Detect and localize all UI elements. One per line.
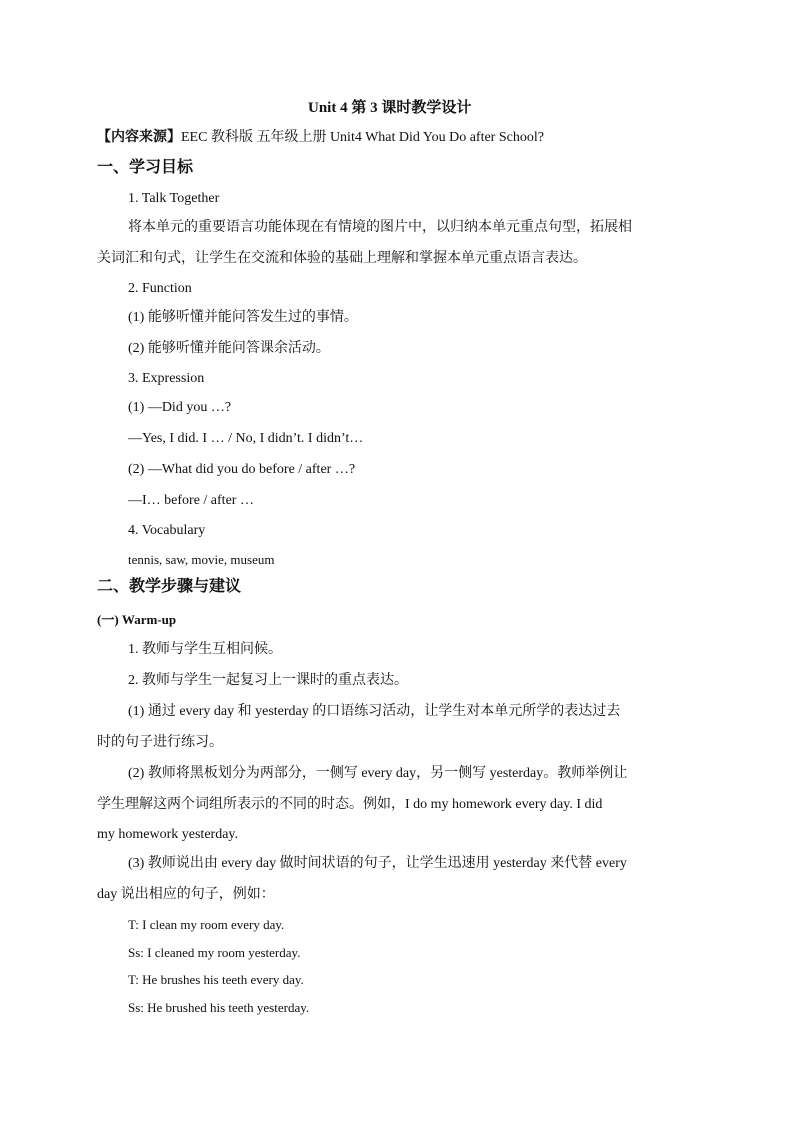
vocabulary-words: tennis, saw, movie, museum [128, 552, 275, 567]
content-source-text: EEC 教科版 五年级上册 Unit4 What Did You Do after School? [181, 130, 544, 145]
expression-line: —I… before / after … [128, 493, 254, 508]
example-sentence: T: He brushes his teeth every day. [128, 972, 304, 987]
function-item: (1) 能够听懂并能问答发生过的事情。 [128, 310, 358, 325]
warmup-paragraph-line: 时的句子进行练习。 [97, 735, 223, 750]
example-sentence: Ss: I cleaned my room yesterday. [128, 945, 301, 960]
talk-together-para-line1: 将本单元的重要语言功能体现在有情境的图片中，以归纳本单元重点句型，拓展相 [128, 220, 632, 235]
talk-together-title: 1. Talk Together [128, 191, 220, 206]
talk-together-para-line2: 关词汇和句式，让学生在交流和体验的基础上理解和掌握本单元重点语言表达。 [97, 251, 587, 266]
warmup-step: 1. 教师与学生互相问候。 [128, 642, 282, 657]
content-source-label: 【内容来源】 [97, 130, 181, 145]
warmup-step: 2. 教师与学生一起复习上一课时的重点表达。 [128, 673, 408, 688]
example-sentence: Ss: He brushed his teeth yesterday. [128, 1000, 310, 1015]
expression-line: —Yes, I did. I … / No, I didn’t. I didn’t… [128, 431, 364, 446]
warmup-paragraph-line: (3) 教师说出由 every day 做时间状语的句子，让学生迅速用 yesterday 来代替 every [128, 856, 627, 871]
section-heading-objectives: 一、学习目标 [97, 159, 194, 176]
warmup-paragraph-line: 学生理解这两个词组所表示的不同的时态。例如，I do my homework every day. I did [97, 797, 603, 812]
document-title: Unit 4 第 3 课时教学设计 [308, 100, 472, 116]
function-item: (2) 能够听懂并能问答课余活动。 [128, 341, 330, 356]
vocabulary-title: 4. Vocabulary [128, 523, 206, 538]
warmup-paragraph-line: day 说出相应的句子，例如： [97, 887, 275, 902]
function-title: 2. Function [128, 281, 192, 296]
warmup-paragraph-line: my homework yesterday. [97, 827, 238, 842]
example-sentence: T: I clean my room every day. [128, 917, 285, 932]
expression-line: (1) —Did you …? [128, 400, 232, 415]
expression-title: 3. Expression [128, 371, 205, 386]
warmup-paragraph-line: (2) 教师将黑板划分为两部分，一侧写 every day，另一侧写 yesterday。教师举例让 [128, 766, 628, 781]
warmup-title: (一) Warm-up [97, 612, 177, 627]
warmup-paragraph-line: (1) 通过 every day 和 yesterday 的口语练习活动，让学生对本单元所学的表达过去 [128, 704, 621, 719]
section-heading-steps: 二、教学步骤与建议 [97, 578, 242, 595]
content-source [97, 129, 544, 147]
expression-line: (2) —What did you do before / after …? [128, 462, 356, 477]
